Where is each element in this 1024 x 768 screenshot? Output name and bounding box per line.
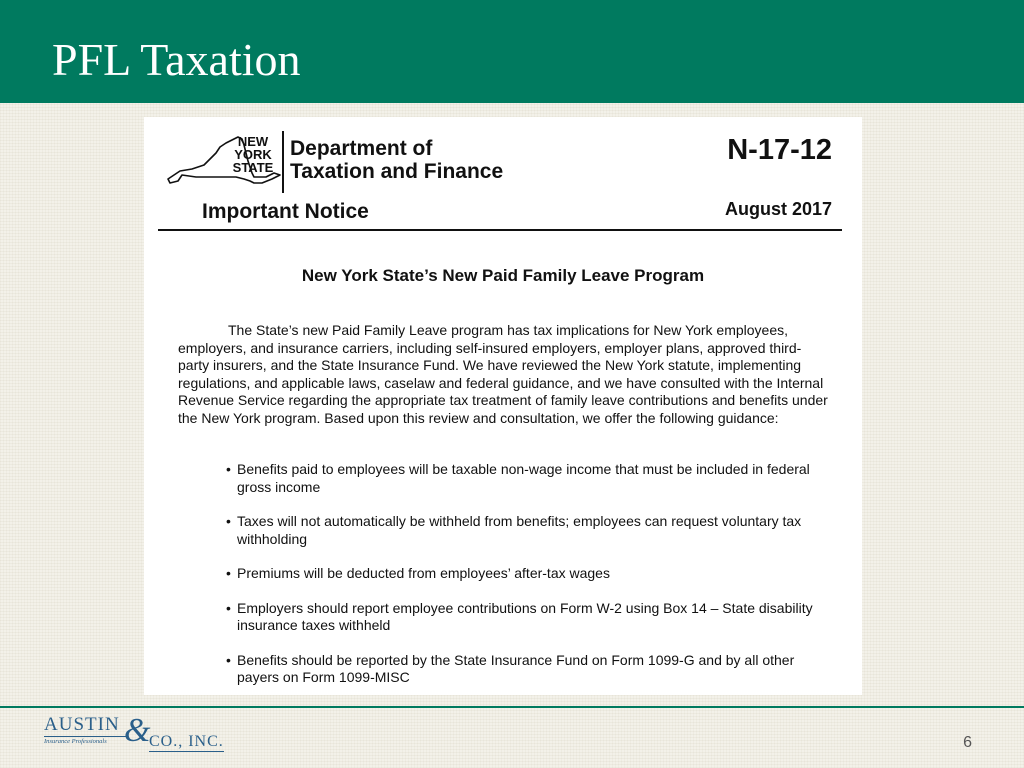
department-name [290, 137, 503, 183]
list-item: • Premiums will be deducted from employees’ after-tax wages [226, 565, 826, 583]
page-number: 6 [963, 734, 972, 751]
guidance-list [226, 461, 826, 687]
department-line: Taxation and Finance [290, 160, 504, 183]
notice-number: N-17-12 [727, 134, 832, 166]
notice-heading: New York State’s New Paid Family Leave Program [301, 266, 705, 285]
notice-document [144, 117, 862, 695]
logo-name: AUSTIN [44, 714, 120, 735]
slide-title: PFL Taxation [52, 34, 301, 85]
ny-line: NEW [237, 134, 269, 149]
logo-tagline: Insurance Professionals [44, 736, 126, 745]
ny-line: YORK [234, 147, 272, 162]
list-item: • Benefits paid to employees will be taxable non-wage income that must be included in federal gross income [226, 461, 826, 496]
logo-suffix: CO., INC. [149, 733, 224, 750]
department-divider [282, 131, 284, 193]
notice-date: August 2017 [724, 199, 832, 219]
list-item: • Benefits should be reported by the State Insurance Fund on Form 1099-G and by all other payers on Form 1099-MISC [226, 652, 826, 687]
list-item: • Employers should report employee contributions on Form W-2 using Box 14 – State disability insurance taxes withheld [226, 600, 826, 635]
important-notice-label: Important Notice [202, 200, 369, 223]
ny-line: STATE [232, 160, 274, 175]
department-line: Department of [290, 137, 433, 160]
logo-ampersand: & [124, 712, 151, 749]
title-bar [0, 0, 1024, 103]
new-york-state-wordmark [228, 135, 278, 174]
notice-paragraph: The State’s new Paid Family Leave program has tax implications for New York employees, employers, and insurance carriers, including self-insured employers, employer plans, approved third-party insurers, and the State Insurance Fund. We have reviewed the New York statute, implementing regulations, and applicable laws, caselaw and federal guidance, and we have consulted with the Internal Revenue Service regarding the appropriate tax treatment of family leave contributions and benefits under the New York program. Based upon this review and consultation, we offer the following guidance: [178, 322, 828, 426]
company-logo [44, 712, 244, 758]
footer-rule [0, 706, 1024, 708]
list-item: • Taxes will not automatically be withheld from benefits; employees can request voluntary tax withholding [226, 513, 826, 548]
header-rule [158, 229, 842, 231]
